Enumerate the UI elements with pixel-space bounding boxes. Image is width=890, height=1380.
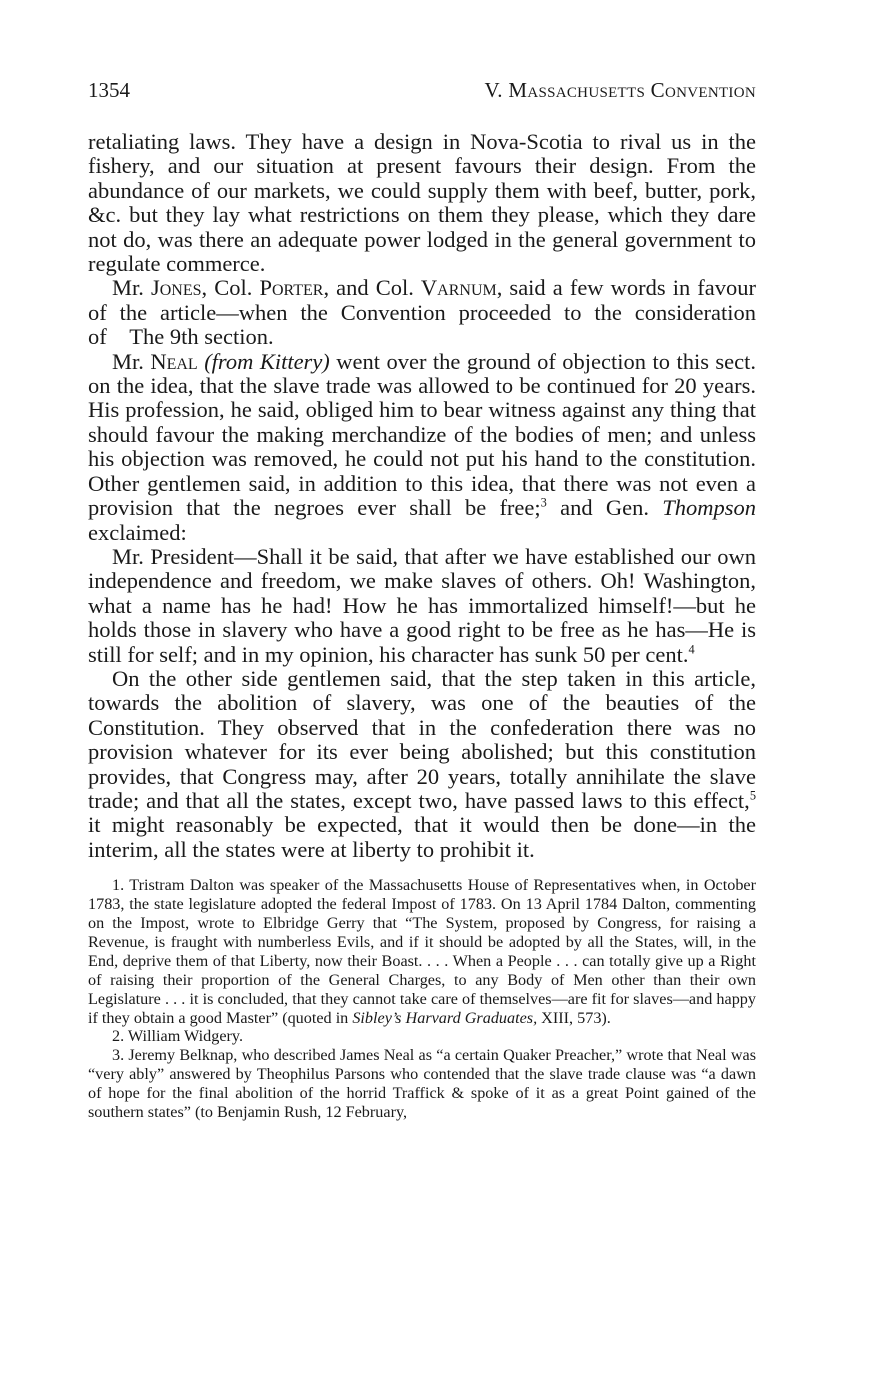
- from-kittery: (from Kittery): [204, 348, 330, 374]
- running-head: [88, 78, 756, 108]
- paragraph-4: Mr. President—Shall it be said, that after we have established our own independence and freedom, we make slaves of others. Oh! Washington, what a name has he had! How he has immortalized himself!—but he holds those in slavery who have a good right to be free as he has—He is still for self; and in my opinion, his character has sunk 50 per cent.$^4$: [88, 543, 756, 667]
- footnote-2: 2. William Widgery.: [112, 1027, 244, 1046]
- footnote-ref-5: 5: [749, 788, 756, 803]
- speaker-jones: Jones: [150, 275, 202, 301]
- footnote-1: 1. Tristram Dalton was speaker of the Massachusetts House of Representatives when, in October 1783, the state legislature adopted the federal Impost of 1783. On 13 April 1784 Dalton, commenting on the Impost, wrote to Elbridge Gerry that “The System, proposed by Congress, for raising a Revenue, is fraught with numberless Evils, and if it should be adopted by all the States, will, in the End, deprive them of that Liberty, now their Boast. . . . When a People . . . can totally give up a Right of raising their proportion of the General Charges, to any Body of Men other than their own Legislature . . . it is concluded, that they cannot take care of themselves—are fit for slaves—and happy if they obtain a good Master” (quoted in Sibley’s Harvard Graduates, XIII, 573).: [88, 876, 756, 1027]
- paragraph-5: On the other side gentlemen said, that the step taken in this article, towards the abolition of slavery, was one of the beauties of the Constitution. They observed that in the confederation there was no provision whatever for its ever being abolished; but this constitution provides, that Congress may, after 20 years, totally annihilate the slave trade; and that all the states, except two, have passed laws to this effect,$^5$ it might reasonably be expected, that it would then be done—in the interim, all the states were at liberty to prohibit it.: [88, 665, 756, 862]
- footnotes: [88, 876, 756, 1122]
- footnote-ref-4: 4: [688, 642, 695, 657]
- running-title: V. Massachusetts Convention: [484, 78, 756, 102]
- source-title: Sibley’s Harvard Graduates,: [352, 1008, 538, 1027]
- section-heading: The 9th section.: [129, 324, 274, 350]
- paragraph-1: retaliating laws. They have a design in Nova-Scotia to rival us in the fishery, and our situation at present favours their design. From the abundance of our markets, we could supply them with beef, butter, pork, &c. but they lay what restrictions on them they please, which they dare not do, was there an adequate power lodged in the general government to regulate commerce.: [88, 129, 756, 277]
- speaker-porter: Porter: [259, 275, 324, 301]
- speaker-neal: Neal: [150, 348, 198, 374]
- speaker-varnum: Varnum: [420, 275, 497, 301]
- speaker-thompson: Thompson: [662, 495, 757, 521]
- paragraph-2: Mr. Jones, Col. Porter, and Col. Varnum, said a few words in favour of the article—when the Convention proceeded to the consideration of The 9th section.: [88, 275, 756, 350]
- main-text: [88, 130, 756, 862]
- footnote-ref-3: 3: [540, 495, 547, 510]
- document-page: [88, 78, 756, 1122]
- footnote-3: 3. Jeremy Belknap, who described James Neal as “a certain Quaker Preacher,” wrote that Neal was “very ably” answered by Theophilus Parsons who contended that the slave trade clause was “a dawn of hope for the final abolition of the horrid Traffick & spoke of it as a great Point gained of the southern states” (to Benjamin Rush, 12 February,: [88, 1046, 756, 1122]
- paragraph-3: Mr. Neal (from Kittery) went over the ground of objection to this sect. on the idea, that the slave trade was allowed to be continued for 20 years. His profession, he said, obliged him to bear witness against any thing that should favour the making merchandize of the bodies of men; and unless his objection was removed, he could not put his hand to the constitution. Other gentlemen said, in addition to this idea, that there was not even a provision that the negroes ever shall be free;$^3$ and Gen. Thompson exclaimed:: [88, 348, 757, 545]
- page-number: 1354: [88, 78, 130, 102]
